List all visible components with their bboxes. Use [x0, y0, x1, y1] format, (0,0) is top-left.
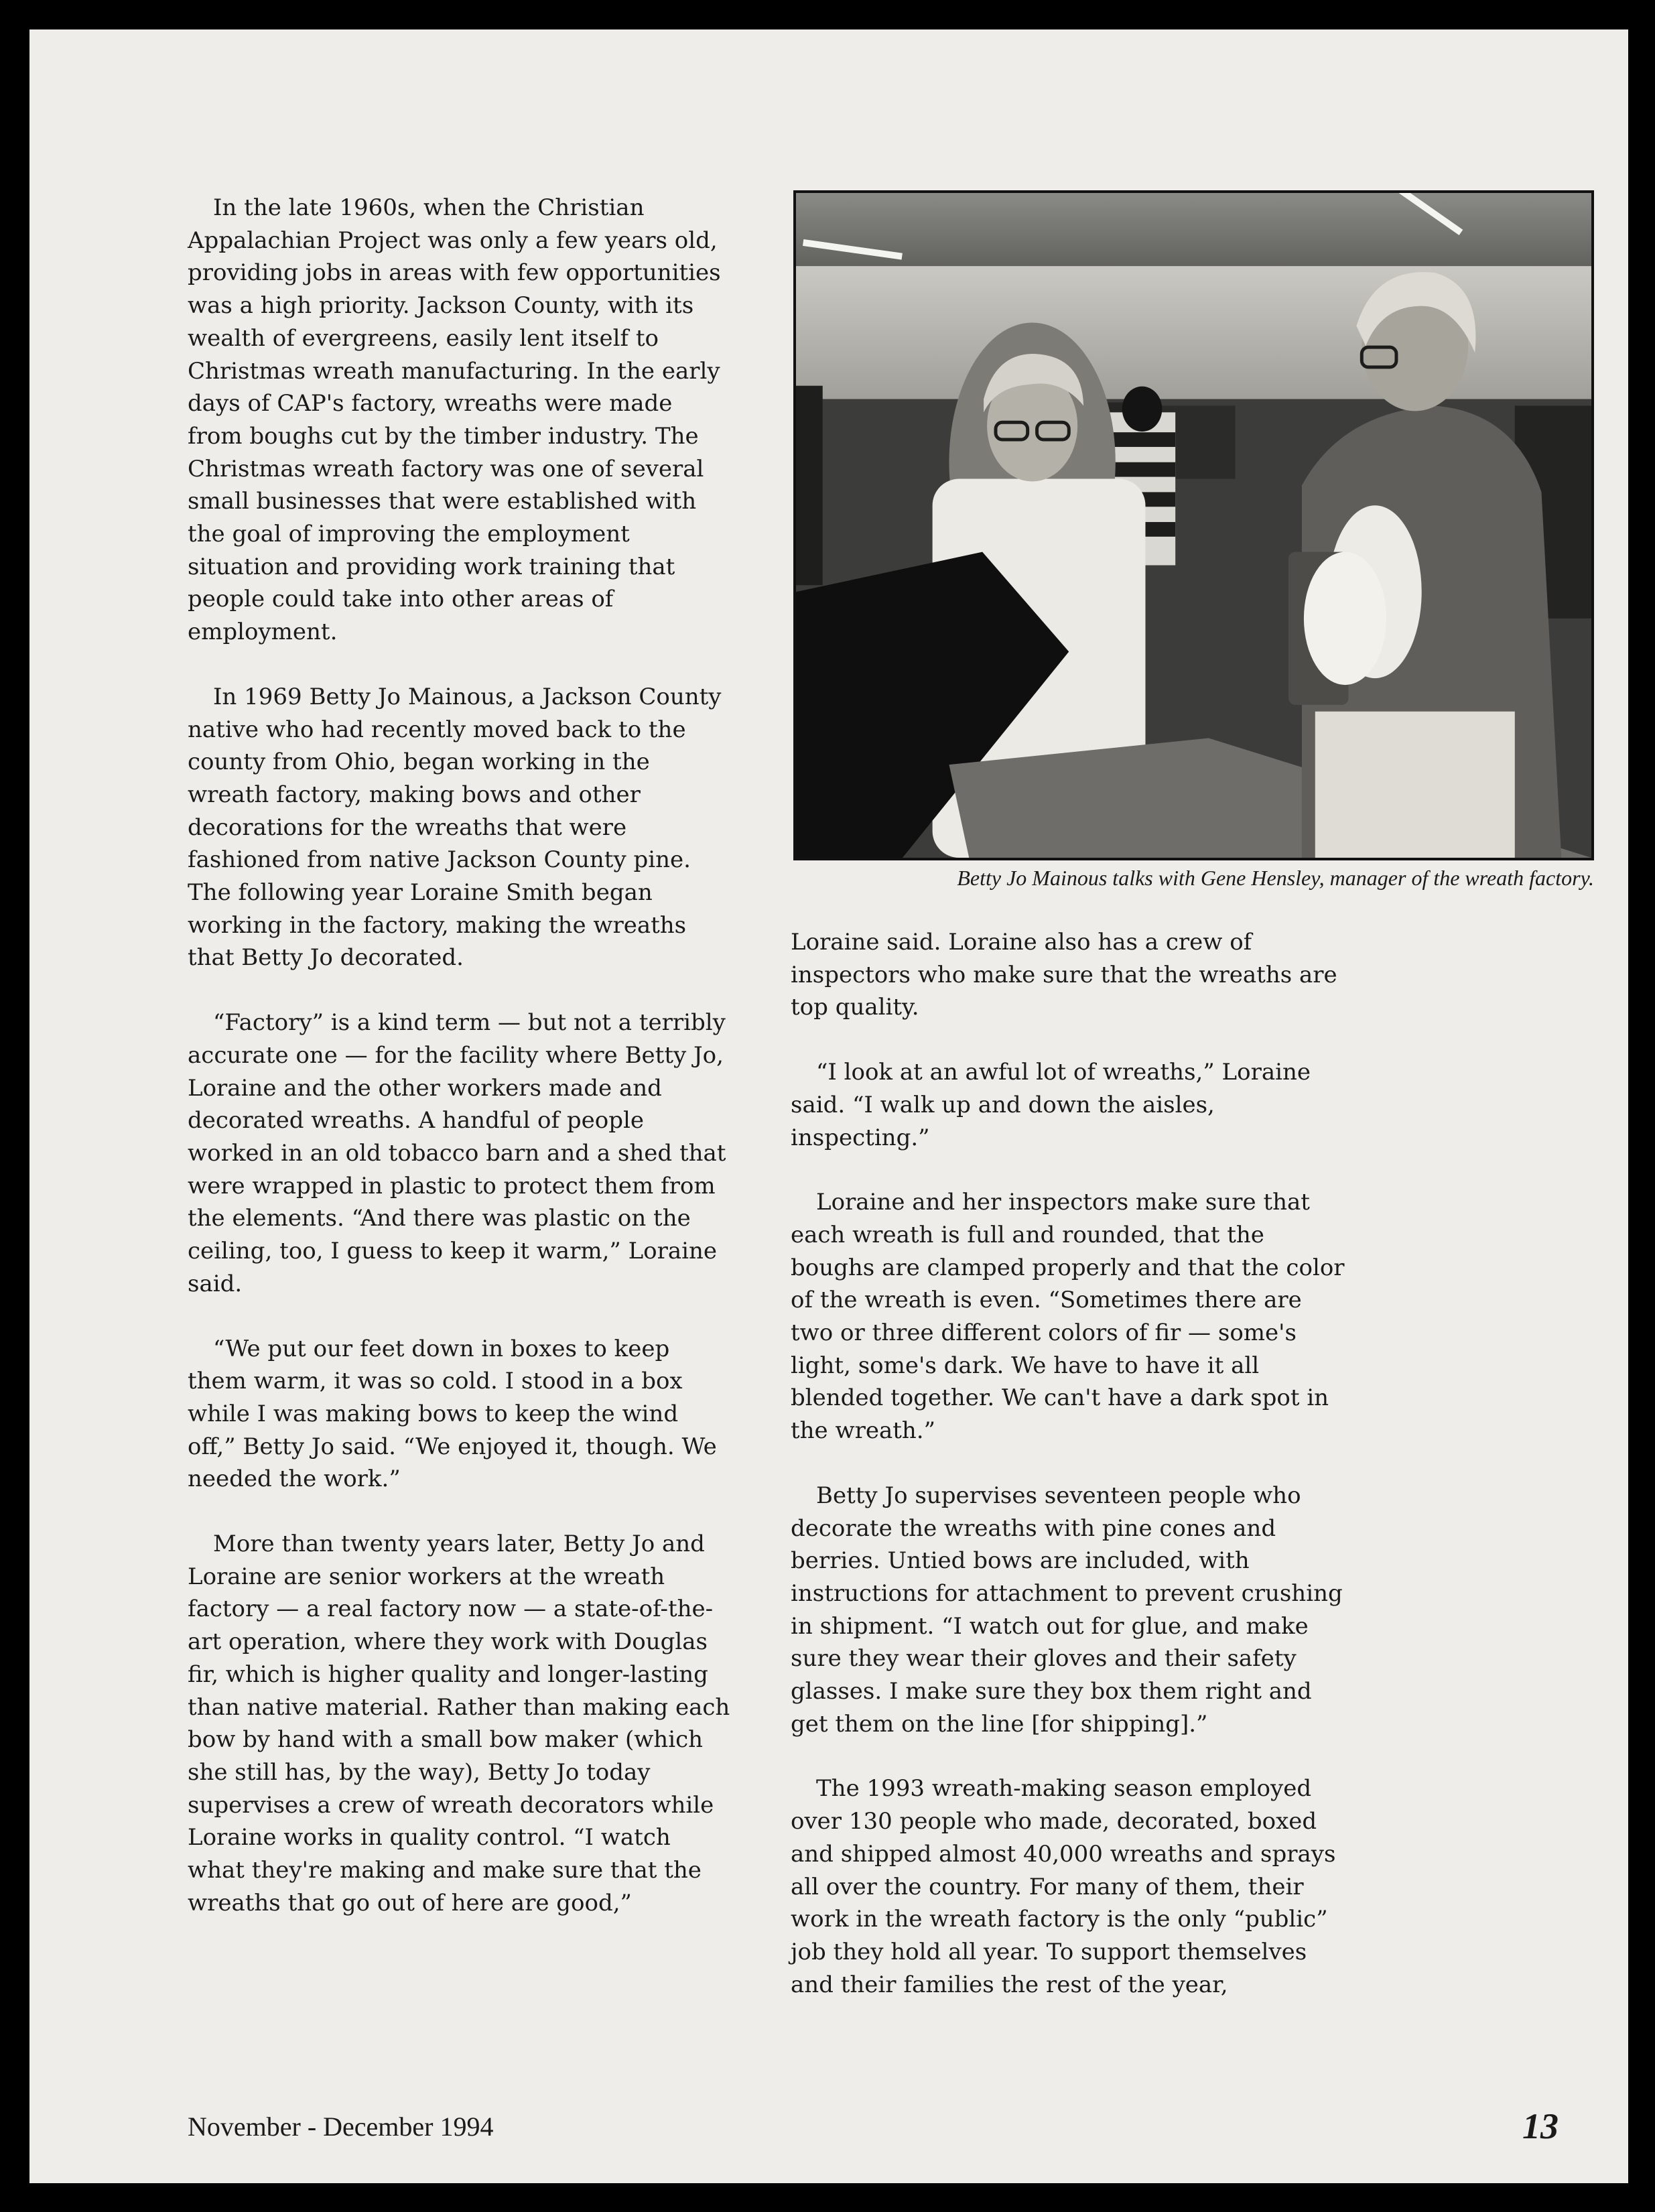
photo-illustration	[796, 193, 1591, 858]
paragraph: Betty Jo supervises seventeen people who decorate the wreaths with pine cones and berries. Untied bows are included, with instructions for attachment to prevent crushing in shipment. “I watch out for glue, and make sure they wear their gloves and their safety glasses. I make sure they box them right and get them on the line [for shipping].”	[791, 1482, 1343, 1738]
photo-caption: Betty Jo Mainous talks with Gene Hensley, manager of the wreath factory.	[957, 866, 1594, 890]
paragraph: “Factory” is a kind term — but not a terribly accurate one — for the facility where Betty Jo, Loraine and the other workers made and decorated wreaths. A handful of people worked in an old tobacco barn and a shed that were wrapped in plastic to protect them from the elements. “And there was plastic on the ceiling, too, I guess to keep it warm,” Loraine said.	[188, 1009, 726, 1297]
article-right-column	[791, 926, 1347, 2001]
issue-date: November - December 1994	[188, 2111, 494, 2142]
magazine-page	[29, 29, 1628, 2183]
paragraph: “I look at an awful lot of wreaths,” Loraine said. “I walk up and down the aisles, inspecting.”	[791, 1059, 1311, 1151]
paragraph: In the late 1960s, when the Christian Appalachian Project was only a few years old, providing jobs in areas with few opportunities was a high priority. Jackson County, with its wealth of evergreens, easily lent itself to Christmas wreath manufacturing. In the early days of CAP's factory, wreaths were made from boughs cut by the timber industry. The Christmas wreath factory was one of several small businesses that were established with the goal of improving the employment situation and providing work training that people could take into other areas of employment.	[188, 194, 721, 646]
page-number: 13	[1522, 2106, 1559, 2146]
paragraph: The 1993 wreath-making season employed over 130 people who made, decorated, boxed and shipped almost 40,000 wreaths and sprays all over the country. For many of them, their work in the wreath factory is the only “public” job they hold all year. To support themselves and their families the rest of the year,	[791, 1775, 1336, 1998]
article-left-column	[188, 192, 730, 1919]
paragraph: More than twenty years later, Betty Jo and Loraine are senior workers at the wreath factory — a real factory now — a state-of-the-art operation, where they work with Douglas fir, which is higher quality and longer-lasting than native material. Rather than making each bow by hand with a small bow maker (which she still has, by the way), Betty Jo today supervises a crew of wreath decorators while Loraine works in quality control. “I watch what they're making and make sure that the wreaths that go out of here are good,”	[188, 1531, 730, 1916]
paragraph: In 1969 Betty Jo Mainous, a Jackson County native who had recently moved back to the county from Ohio, began working in the wreath factory, making bows and other decorations for the wreaths that were fashioned from native Jackson County pine. The following year Loraine Smith began working in the factory, making the wreaths that Betty Jo decorated.	[188, 683, 722, 972]
wreath-factory-photo	[793, 190, 1594, 860]
paragraph: Loraine and her inspectors make sure that each wreath is full and rounded, that the boughs are clamped properly and that the color of the wreath is even. “Sometimes there are two or three different colors of fir — some's light, some's dark. We have to have it all blended together. We can't have a dark spot in the wreath.”	[791, 1189, 1345, 1445]
paragraph: Loraine said. Loraine also has a crew of inspectors who make sure that the wreaths are top quality.	[791, 929, 1337, 1021]
paragraph: “We put our feet down in boxes to keep them warm, it was so cold. I stood in a box while I was making bows to keep the wind off,” Betty Jo said. “We enjoyed it, though. We needed the work.”	[188, 1335, 717, 1493]
